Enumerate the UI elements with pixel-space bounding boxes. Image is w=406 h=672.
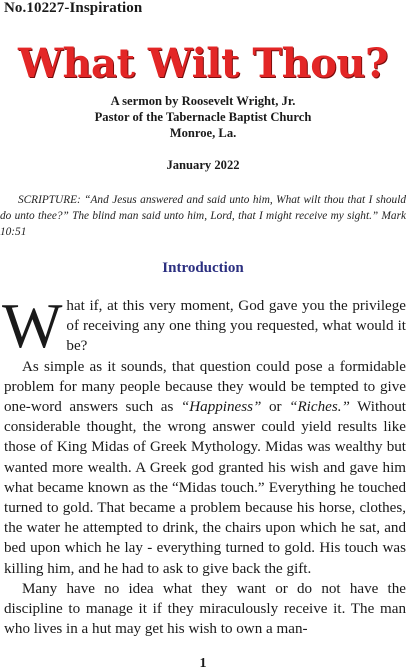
sermon-title: What Wilt Thou? [18,40,388,87]
paragraph-1 [2,290,406,361]
church-line: Pastor of the Tabernacle Baptist Church [94,110,312,124]
paragraph-2-text-a: As simple as it sounds, that question could pose a formidable problem for many people because they would be tempted to give one-word answers such as [4,358,406,416]
paragraph-2-riches: “Riches.” [289,399,350,416]
paragraph-2-or: or [261,399,290,416]
drop-cap: W [2,290,63,361]
author-line: A sermon by Roosevelt Wright, Jr. [110,94,296,108]
paragraph-2-text-b: Without considerable thought, the wrong answer could yield results like those of King Midas of Greek Mythology. Midas was wealthy but wanted more wealth. A Greek god granted his wish and gave him what became known as the “Midas touch.” Everything he touched turned to gold. That became a problem because his horse, clothes, the water he attempted to drink, the chairs upon which he sat, and bed upon which he lay - everything turned to gold. His touch was killing him, and he had to ask to give back the gift. [4,399,406,577]
paragraph-1-text: hat if, at this very moment, God gave you the privilege of receiving any one thing you requested, what would it be? [66,298,406,355]
scripture-block [0,192,406,240]
paragraph-3: Many have no idea what they want or do not have the discipline to manage it if they miraculously receive it. The man who lives in a hut may get his wish to own a man- [4,580,406,638]
issue-number: No.10227-Inspiration [4,0,143,16]
location-line: Monroe, La. [169,126,237,140]
scripture-text: SCRIPTURE: “And Jesus answered and said unto him, What wilt thou that I should do unto thee?” The blind man said unto him, Lord, that I might receive my sight.” Mark 10:51 [0,194,406,238]
paragraph-2 [4,357,406,579]
sermon-date: January 2022 [166,158,240,172]
page-number: 1 [199,656,207,671]
section-heading: Introduction [162,260,244,276]
sermon-body [2,290,406,639]
paragraph-2-happiness: “Happiness” [180,399,262,416]
